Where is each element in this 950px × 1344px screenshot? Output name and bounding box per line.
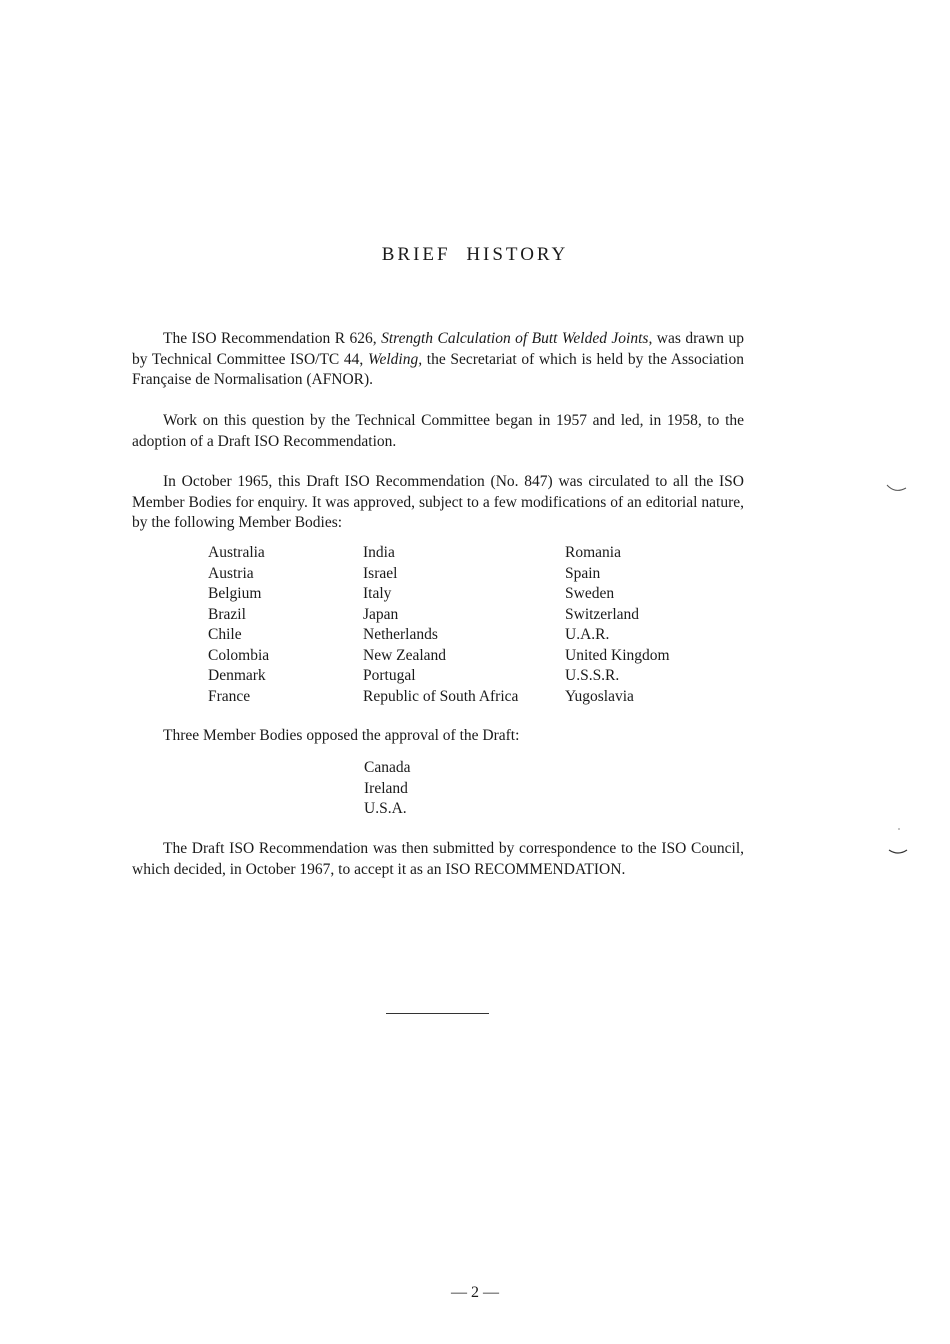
- paragraph-council: [132, 839, 744, 880]
- p3-text: In October 1965, this Draft ISO Recommendation (No. 847) was circulated to all the ISO Member Bodies for enquiry. It was approved, subject to a few modifications of an editorial nature, by the following Member Bodies:: [132, 473, 744, 531]
- country-item: Colombia: [208, 646, 270, 664]
- p1-title-italic: Strength Calculation of Butt Welded Joints,: [381, 330, 653, 347]
- p4-text: The Draft ISO Recommendation was then submitted by correspondence to the ISO Council, which decided, in October 1967, to accept it as an ISO RECOMMENDATION.: [132, 840, 744, 878]
- scan-artifact-mark: [885, 482, 909, 494]
- paragraph-work: [132, 411, 744, 452]
- country-item: Italy: [363, 585, 392, 602]
- country-item: Denmark: [208, 667, 266, 684]
- country-item: Sweden: [565, 585, 615, 602]
- approving-column-2: [363, 543, 518, 707]
- approving-column-3: [565, 543, 670, 707]
- country-item: Australia: [208, 544, 265, 561]
- paragraph-circulation: [132, 472, 744, 534]
- country-item: Spain: [565, 564, 601, 582]
- opposed-intro: Three Member Bodies opposed the approval of the Draft:: [163, 727, 520, 744]
- country-item: Austria: [208, 564, 254, 582]
- country-item: United Kingdom: [565, 646, 670, 664]
- paragraph-committee: [132, 329, 744, 391]
- country-item: Switzerland: [565, 605, 640, 623]
- country-item: Japan: [363, 605, 399, 623]
- p1-text-b: was drawn up by Technical Committee ISO/TC 44,: [132, 330, 745, 368]
- country-item: Yugoslavia: [565, 687, 634, 705]
- country-item: Belgium: [208, 585, 262, 602]
- country-item: France: [208, 687, 251, 705]
- country-item: Romania: [565, 544, 621, 561]
- country-item: New Zealand: [363, 646, 447, 664]
- p1-text-a: The ISO Recommendation R 626,: [163, 330, 382, 347]
- p2-text: Work on this question by the Technical Committee began in 1957 and led, in 1958, to the adoption of a Draft ISO Recommendation.: [132, 412, 744, 450]
- page-title: BRIEF HISTORY: [381, 244, 569, 265]
- opposed-country-item: U.S.A.: [364, 800, 407, 817]
- country-item: Brazil: [208, 605, 246, 623]
- scan-artifact-mark: [886, 826, 910, 856]
- page-number: — 2 —: [451, 1284, 499, 1301]
- opposed-country-item: Ireland: [364, 779, 408, 797]
- p1-welding-italic: Welding,: [367, 350, 423, 368]
- country-item: Chile: [208, 626, 242, 643]
- country-item: India: [363, 544, 395, 561]
- section-divider: [386, 1013, 489, 1014]
- p1-text-c: the Secretariat of which is held by the Association Française de Normalisation (AFNOR).: [132, 350, 744, 388]
- opposed-bodies-list: [364, 758, 410, 820]
- country-item: Republic of South Africa: [363, 687, 519, 705]
- approving-column-1: [208, 543, 269, 707]
- country-item: Portugal: [363, 667, 416, 684]
- country-item: Israel: [363, 564, 398, 582]
- country-item: U.S.S.R.: [565, 667, 620, 684]
- country-item: Netherlands: [363, 626, 438, 643]
- opposed-country-item: Canada: [364, 759, 411, 776]
- country-item: U.A.R.: [565, 626, 610, 643]
